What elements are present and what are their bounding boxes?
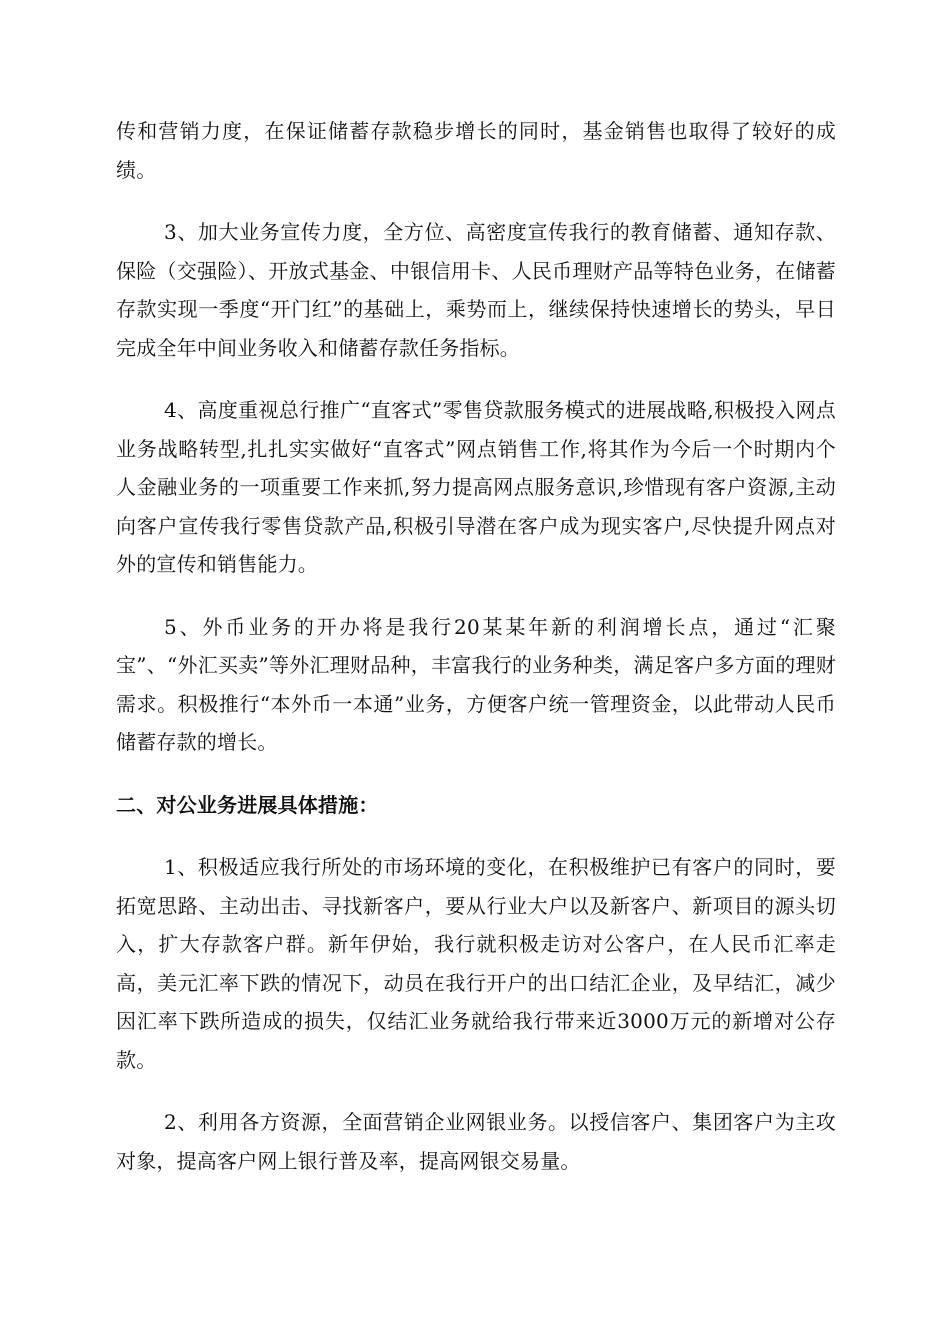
paragraph-continuation: 传和营销力度，在保证储蓄存款稳步增长的同时，基金销售也取得了较好的成绩。 xyxy=(116,119,836,182)
document-body xyxy=(116,112,836,1204)
paragraph-corporate-2: 2、利用各方资源，全面营销企业网银业务。以授信客户、集团客户为主攻对象，提高客户网上银行普及率，提高网银交易量。 xyxy=(116,1110,836,1173)
paragraph-item-3: 3、加大业务宣传力度，全方位、高密度宣传我行的教育储蓄、通知存款、保险（交强险）、开放式基金、中银信用卡、人民币理财产品等特色业务，在储蓄存款实现一季度“开门红”的基础上，乘势而上，继续保持快速增长的势头，早日完成全年中间业务收入和储蓄存款任务指标。 xyxy=(116,220,836,360)
paragraph-item-4: 4、高度重视总行推广“直客式”零售贷款服务模式的进展战略,积极投入网点业务战略转型,扎扎实实做好“直客式”网点销售工作,将其作为今后一个时期内个人金融业务的一项重要工作来抓,努力提高网点服务意识,珍惜现有客户资源,主动向客户宣传我行零售贷款产品,积极引导潜在客户成为现实客户,尽快提升网点对外的宣传和销售能力。 xyxy=(116,398,836,576)
section-heading: 二、对公业务进展具体措施： xyxy=(116,792,379,817)
paragraph-corporate-1: 1、积极适应我行所处的市场环境的变化，在积极维护已有客户的同时，要拓宽思路、主动出击、寻找新客户，要从行业大户以及新客户、新项目的源头切入，扩大存款客户群。新年伊始，我行就积极走访对公客户，在人民币汇率走高，美元汇率下跌的情况下，动员在我行开户的出口结汇企业，及早结汇，减少因汇率下跌所造成的损失，仅结汇业务就给我行带来近3000万元的新增对公存款。 xyxy=(116,855,836,1072)
paragraph-item-5: 5、外币业务的开办将是我行20某某年新的利润增长点，通过“汇聚宝”、“外汇买卖”等外汇理财品种，丰富我行的业务种类，满足客户多方面的理财需求。积极推行“本外币一本通”业务，方便客户统一管理资金，以此带动人民币储蓄存款的增长。 xyxy=(116,614,836,754)
